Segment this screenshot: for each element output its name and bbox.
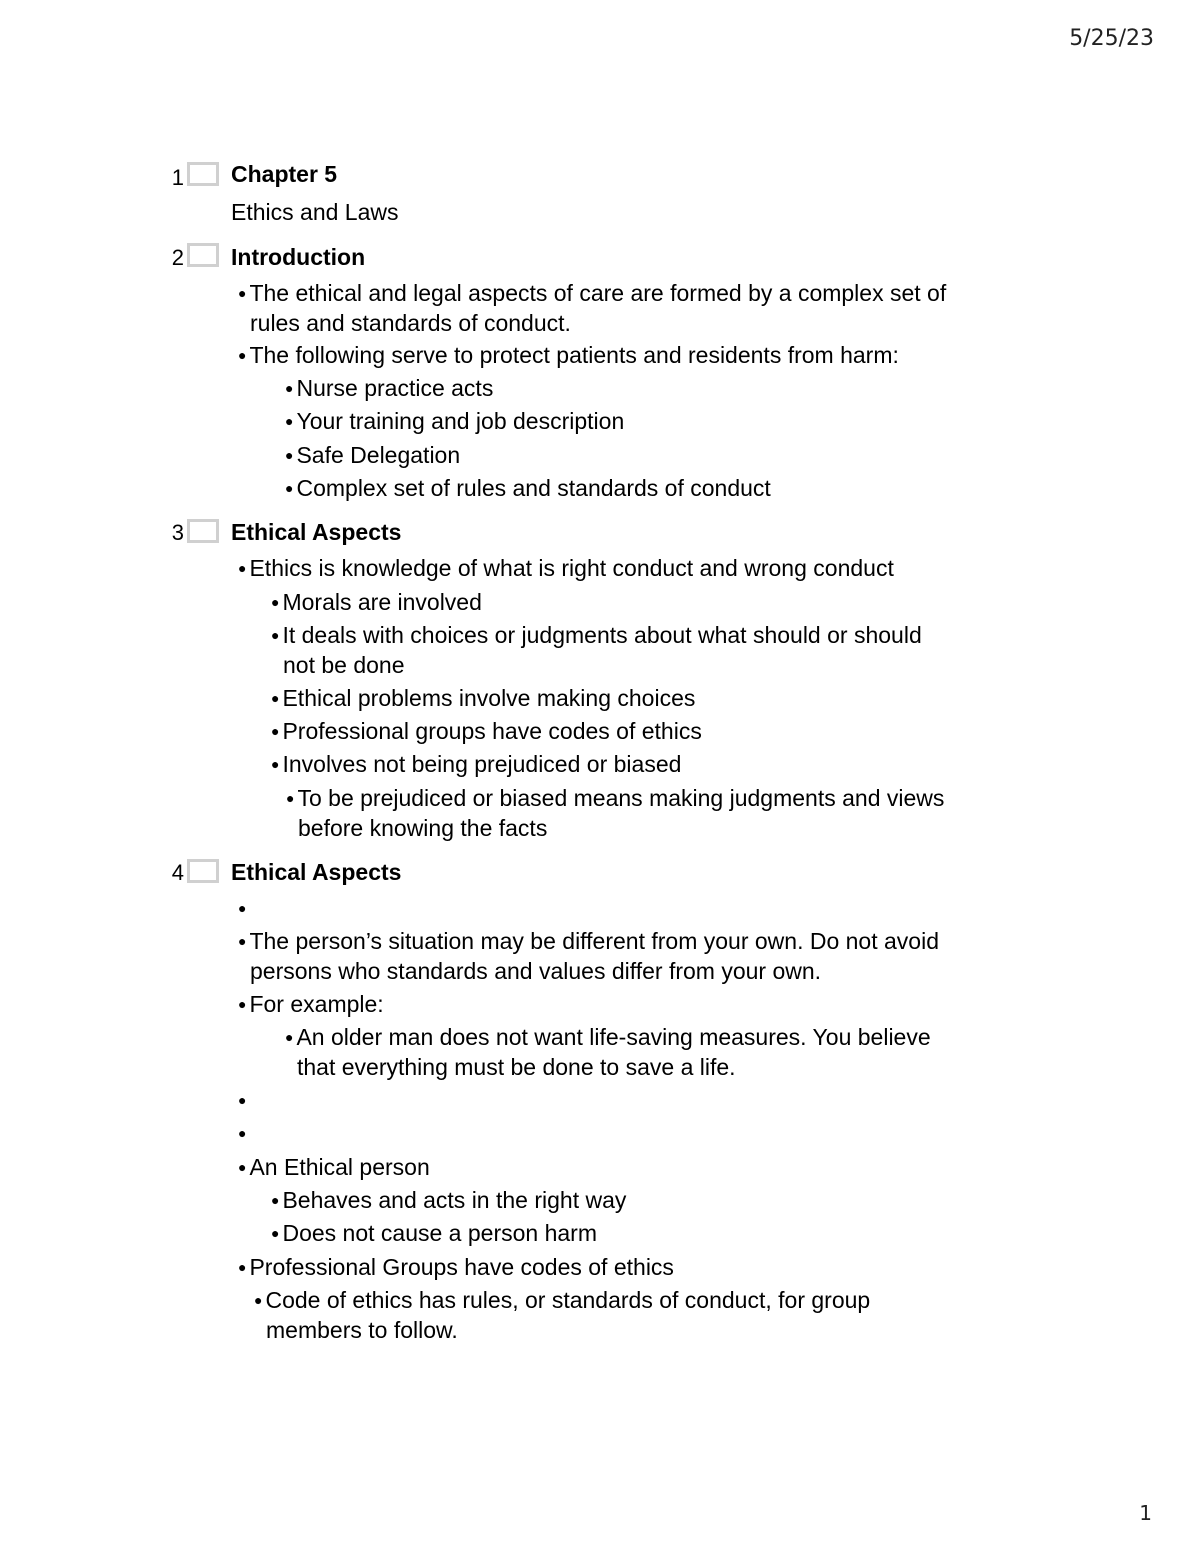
bullet-item: ● An older man does not want life-saving measures. You believe that everything must be done to save a life. [285,1024,931,1080]
slide-thumbnail[interactable] [187,243,219,267]
bullet-dot-icon: ● [238,347,247,363]
bullet-dot-icon: ● [271,723,280,739]
bullet-item [238,1085,249,1115]
bullet-dot-icon: ● [285,1029,294,1045]
bullet-item: ● For example: [238,991,384,1017]
bullet-item: ● An Ethical person [238,1154,430,1180]
bullet-item: ● Morals are involved [271,589,482,615]
bullet-item: ● The ethical and legal aspects of care are formed by a complex set of rules and standards of conduct. [238,280,947,336]
bullet-item: ● Does not cause a person harm [271,1220,597,1246]
bullet-dot-icon: ● [238,1125,247,1141]
bullet-item: ● The following serve to protect patients and residents from harm: [238,342,899,368]
bullet-dot-icon: ● [238,1259,247,1275]
bullet-item: ● Nurse practice acts [285,375,494,401]
date-stamp: 5/25/23 [1069,26,1154,51]
bullet-item: ● Complex set of rules and standards of conduct [285,475,771,501]
bullet-dot-icon: ● [271,690,280,706]
bullet-dot-icon: ● [238,1159,247,1175]
bullet-dot-icon: ● [271,756,280,772]
page-number: 1 [1139,1501,1152,1525]
slide-title: Chapter 5 [231,161,338,187]
bullet-item: ● To be prejudiced or biased means making judgments and views before knowing the facts [286,785,945,841]
slide-number: 3 [171,520,184,545]
bullet-item: ● It deals with choices or judgments about what should or should not be done [271,622,922,678]
slide-number: 1 [171,165,184,190]
bullet-item [238,893,249,923]
slide-title: Ethical Aspects [231,519,402,545]
slide-number: 2 [171,245,184,270]
slide-title: Introduction [231,244,366,270]
bullet-dot-icon: ● [286,790,295,806]
bullet-item: ● The person’s situation may be different from your own. Do not avoid persons who standards and values differ from your own. [238,928,939,984]
bullet-dot-icon: ● [254,1292,263,1308]
bullet-dot-icon: ● [285,480,294,496]
bullet-item: ● Ethical problems involve making choices [271,685,696,711]
slide-title: Ethical Aspects [231,859,402,885]
slide-thumbnail[interactable] [187,162,219,186]
bullet-dot-icon: ● [271,594,280,610]
bullet-item: ● Involves not being prejudiced or biased [271,751,682,777]
slide-subtitle: Ethics and Laws [231,199,399,225]
bullet-item [238,1118,249,1148]
slide-thumbnail[interactable] [187,519,219,543]
bullet-dot-icon: ● [285,413,294,429]
bullet-item: ● Professional groups have codes of ethics [271,718,702,744]
bullet-dot-icon: ● [238,933,247,949]
bullet-dot-icon: ● [271,627,280,643]
bullet-dot-icon: ● [238,1092,247,1108]
bullet-dot-icon: ● [238,285,247,301]
bullet-item: ● Safe Delegation [285,442,461,468]
bullet-item: ● Ethics is knowledge of what is right conduct and wrong conduct [238,555,894,581]
bullet-dot-icon: ● [285,447,294,463]
slide-number: 4 [171,860,184,885]
bullet-item: ● Professional Groups have codes of ethics [238,1254,674,1280]
bullet-item: ● Behaves and acts in the right way [271,1187,627,1213]
bullet-dot-icon: ● [271,1225,280,1241]
slide-thumbnail[interactable] [187,859,219,883]
bullet-dot-icon: ● [238,560,247,576]
bullet-dot-icon: ● [285,380,294,396]
bullet-dot-icon: ● [238,996,247,1012]
bullet-dot-icon: ● [271,1192,280,1208]
bullet-dot-icon: ● [238,900,247,916]
bullet-item: ● Code of ethics has rules, or standards of conduct, for group members to follow. [254,1287,871,1343]
bullet-item: ● Your training and job description [285,408,625,434]
